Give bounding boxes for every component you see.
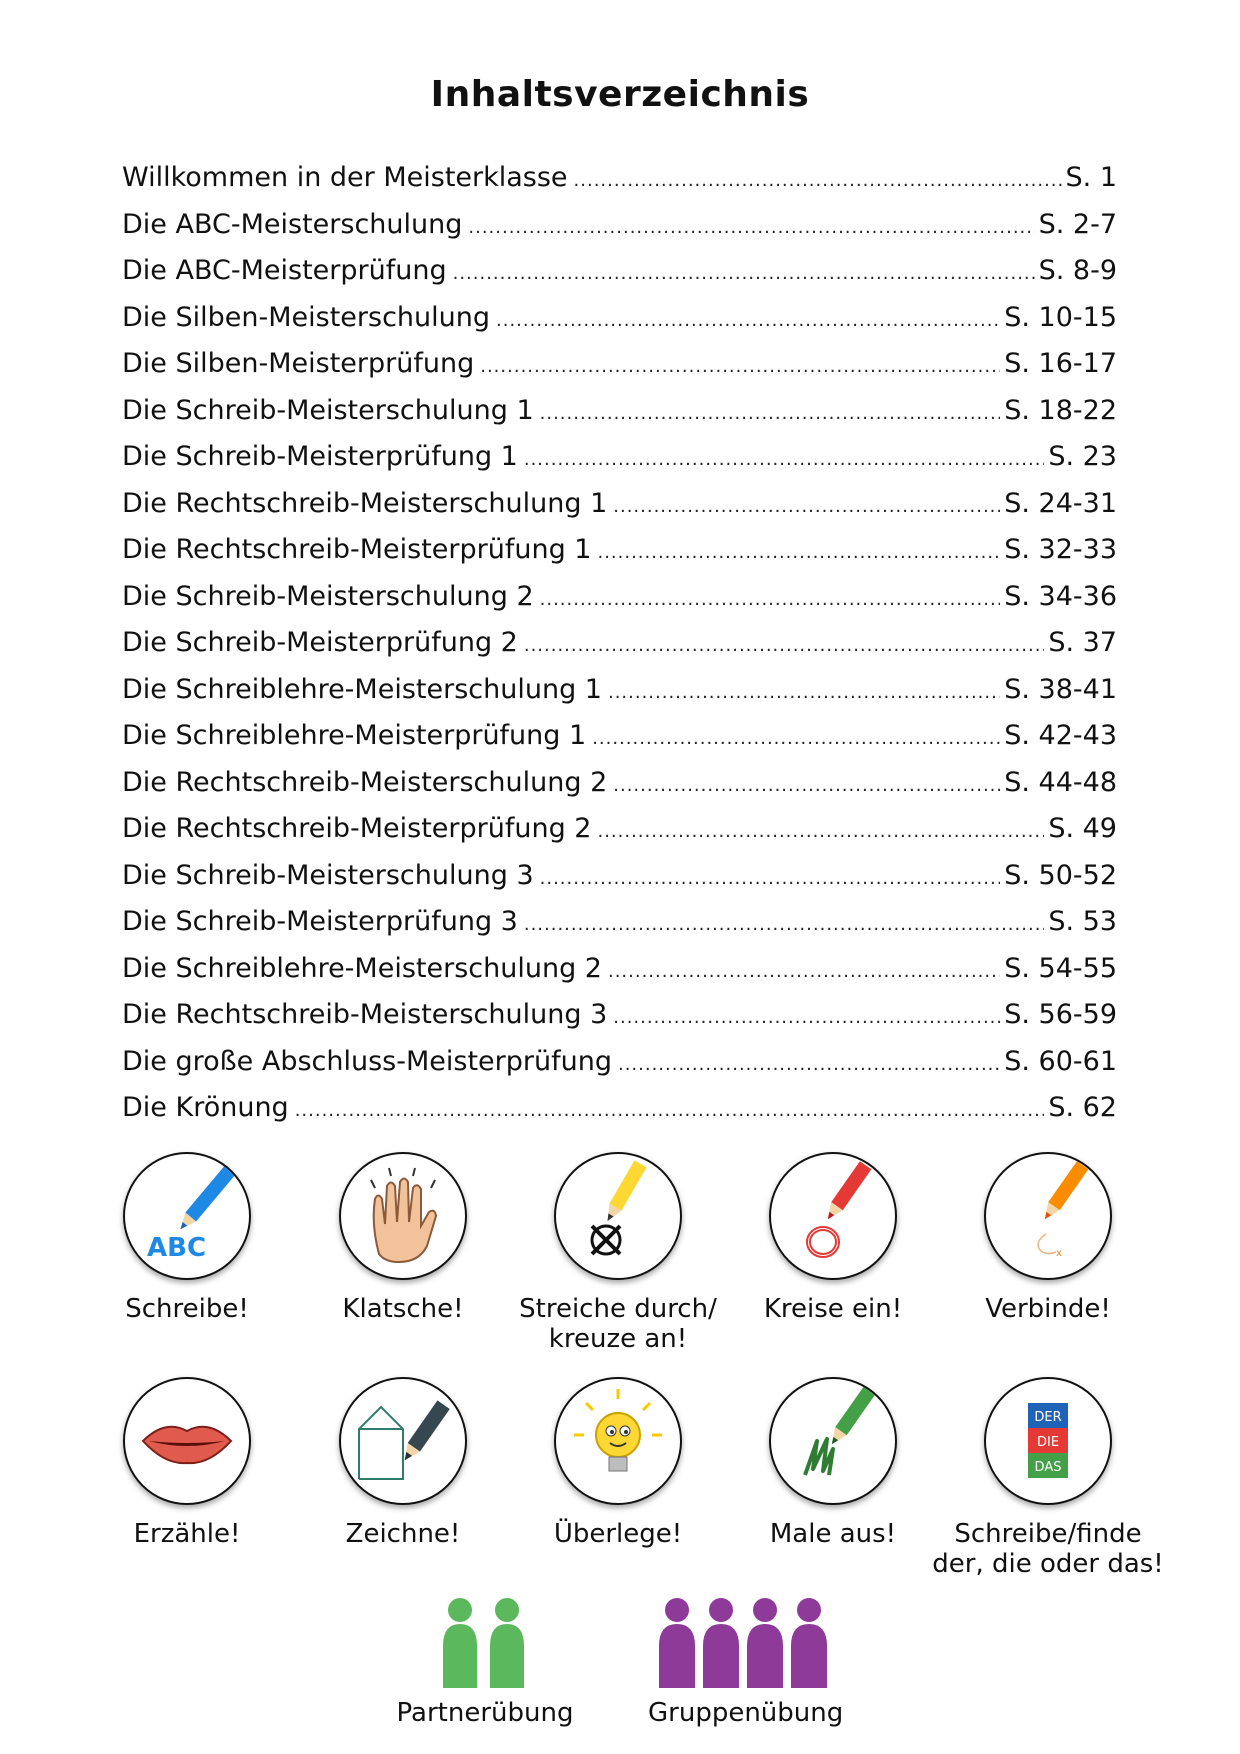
lightbulb-icon (554, 1377, 682, 1505)
toc-label: Willkommen in der Meisterklasse (122, 162, 568, 193)
toc-page: S. 24-31 (1004, 487, 1117, 519)
toc-entry[interactable] (122, 667, 1117, 714)
draw-icon (339, 1377, 467, 1505)
toc-entry[interactable] (122, 1039, 1117, 1086)
legend-circle-in (723, 1152, 943, 1324)
leader-dots (540, 577, 1001, 624)
toc-page: S. 32-33 (1004, 534, 1117, 565)
toc-page: S. 49 (1048, 813, 1117, 844)
toc-page: S. 34-36 (1004, 580, 1117, 612)
toc-page: S. 56-59 (1004, 999, 1117, 1030)
icon-label: Streiche durch/ kreuze an! (519, 1294, 717, 1354)
legend-color-in (723, 1377, 943, 1549)
color-in-icon (769, 1377, 897, 1505)
toc-label: Die Silben-Meisterschulung (122, 301, 491, 333)
cross-out-icon (554, 1152, 682, 1280)
toc-label: Die Schreib-Meisterprüfung 1 (122, 441, 518, 472)
svg-text:DAS: DAS (1034, 1460, 1062, 1475)
svg-text:DER: DER (1034, 1410, 1062, 1425)
toc-page: S. 8-9 (1038, 255, 1117, 286)
legend-partner (390, 1596, 580, 1728)
svg-text:DIE: DIE (1036, 1435, 1060, 1450)
leader-dots (608, 949, 1000, 996)
toc-entry[interactable] (122, 295, 1117, 342)
leader-dots (613, 763, 1000, 810)
legend-draw (293, 1377, 513, 1549)
icon-label: Kreise ein! (763, 1294, 903, 1324)
leader-dots (524, 623, 1044, 670)
toc-entry[interactable] (122, 341, 1117, 388)
toc-entry[interactable] (122, 853, 1117, 900)
toc-label: Die Krönung (122, 1092, 289, 1123)
toc-label: Die Rechtschreib-Meisterprüfung 1 (122, 534, 592, 565)
icon-label: Zeichne! (345, 1519, 461, 1549)
toc-page: S. 44-48 (1004, 766, 1117, 798)
circle-in-icon (769, 1152, 897, 1280)
legend-article (932, 1377, 1164, 1579)
legend-connect (938, 1152, 1158, 1324)
toc-label: Die Schreiblehre-Meisterschulung 1 (122, 673, 602, 705)
svg-text:ABC: ABC (147, 1233, 207, 1263)
partner-icon (435, 1596, 535, 1688)
leader-dots (597, 809, 1044, 856)
toc-entry[interactable] (122, 388, 1117, 435)
toc-page: S. 50-52 (1004, 859, 1117, 891)
icon-label: Schreibe! (125, 1294, 249, 1324)
leader-dots (540, 391, 1001, 438)
leader-dots (480, 344, 1000, 391)
mouth-icon (123, 1377, 251, 1505)
leader-dots (608, 670, 1000, 717)
leader-dots (540, 856, 1001, 903)
icon-label: Male aus! (769, 1519, 897, 1549)
toc-page: S. 54-55 (1004, 952, 1117, 984)
partner-label: Partnerübung (396, 1698, 574, 1728)
toc-label: Die Silben-Meisterprüfung (122, 348, 475, 379)
toc-label: Die große Abschluss-Meisterprüfung (122, 1045, 612, 1077)
svg-text:x: x (1056, 1248, 1062, 1259)
clap-icon (339, 1152, 467, 1280)
toc-entry[interactable] (122, 620, 1117, 667)
toc-label: Die Schreib-Meisterschulung 3 (122, 859, 534, 891)
toc-page: S. 18-22 (1004, 394, 1117, 426)
toc-entry[interactable] (122, 574, 1117, 621)
leader-dots (574, 158, 1062, 205)
toc-label: Die Schreib-Meisterschulung 1 (122, 394, 534, 426)
page-title: Inhaltsverzeichnis (430, 74, 810, 115)
toc-page: S. 2-7 (1038, 208, 1117, 240)
leader-dots (524, 902, 1044, 949)
toc-entry[interactable] (122, 806, 1117, 853)
legend-group (648, 1596, 844, 1728)
toc-page: S. 42-43 (1004, 720, 1117, 751)
legend-lightbulb (508, 1377, 728, 1549)
toc-page: S. 16-17 (1004, 348, 1117, 379)
toc-entry[interactable] (122, 946, 1117, 993)
leader-dots (597, 530, 1000, 577)
leader-dots (524, 437, 1044, 484)
toc-label: Die Rechtschreib-Meisterschulung 2 (122, 766, 608, 798)
icon-label: Schreibe/finde der, die oder das! (932, 1519, 1164, 1579)
toc-entry[interactable] (122, 155, 1117, 202)
toc-label: Die Rechtschreib-Meisterschulung 1 (122, 487, 608, 519)
toc-page: S. 10-15 (1004, 301, 1117, 333)
toc-label: Die ABC-Meisterprüfung (122, 255, 447, 286)
toc-label: Die Schreib-Meisterprüfung 2 (122, 627, 518, 658)
toc-page: S. 62 (1048, 1092, 1117, 1123)
toc-page: S. 23 (1048, 441, 1117, 472)
legend-mouth (77, 1377, 297, 1549)
toc-page: S. 1 (1065, 162, 1117, 193)
leader-dots (468, 205, 1034, 252)
toc-page: S. 53 (1048, 906, 1117, 937)
icon-label: Überlege! (553, 1519, 683, 1549)
leader-dots (496, 298, 1000, 345)
icon-label: Erzähle! (133, 1519, 241, 1549)
legend-cross-out (508, 1152, 728, 1354)
legend-write (77, 1152, 297, 1324)
leader-dots (295, 1088, 1045, 1135)
leader-dots (592, 716, 1000, 763)
icon-label: Klatsche! (342, 1294, 464, 1324)
toc-entry[interactable] (122, 481, 1117, 528)
connect-icon (984, 1152, 1112, 1280)
toc-entry[interactable] (122, 713, 1117, 760)
toc-entry[interactable] (122, 248, 1117, 295)
toc-entry[interactable] (122, 992, 1117, 1039)
toc-label: Die Schreiblehre-Meisterprüfung 1 (122, 720, 587, 751)
toc-page: S. 60-61 (1004, 1045, 1117, 1077)
leader-dots (453, 251, 1035, 298)
toc-label: Die Schreib-Meisterprüfung 3 (122, 906, 518, 937)
toc-entry[interactable] (122, 527, 1117, 574)
toc-label: Die ABC-Meisterschulung (122, 208, 463, 240)
toc-label: Die Schreiblehre-Meisterschulung 2 (122, 952, 602, 984)
toc-label: Die Rechtschreib-Meisterschulung 3 (122, 999, 608, 1030)
icon-label: Verbinde! (985, 1294, 1111, 1324)
leader-dots (618, 1042, 1000, 1089)
group-icon (655, 1596, 831, 1688)
legend-clap (293, 1152, 513, 1324)
leader-dots (613, 995, 1000, 1042)
toc-entry[interactable] (122, 899, 1117, 946)
write-icon (123, 1152, 251, 1280)
toc-label: Die Schreib-Meisterschulung 2 (122, 580, 534, 612)
table-of-contents (122, 155, 1117, 1132)
article-icon (984, 1377, 1112, 1505)
leader-dots (613, 484, 1000, 531)
toc-label: Die Rechtschreib-Meisterprüfung 2 (122, 813, 592, 844)
toc-page: S. 37 (1048, 627, 1117, 658)
toc-entry[interactable] (122, 760, 1117, 807)
group-label: Gruppenübung (648, 1698, 844, 1728)
toc-entry[interactable] (122, 202, 1117, 249)
toc-entry[interactable] (122, 1085, 1117, 1132)
toc-entry[interactable] (122, 434, 1117, 481)
toc-page: S. 38-41 (1004, 673, 1117, 705)
